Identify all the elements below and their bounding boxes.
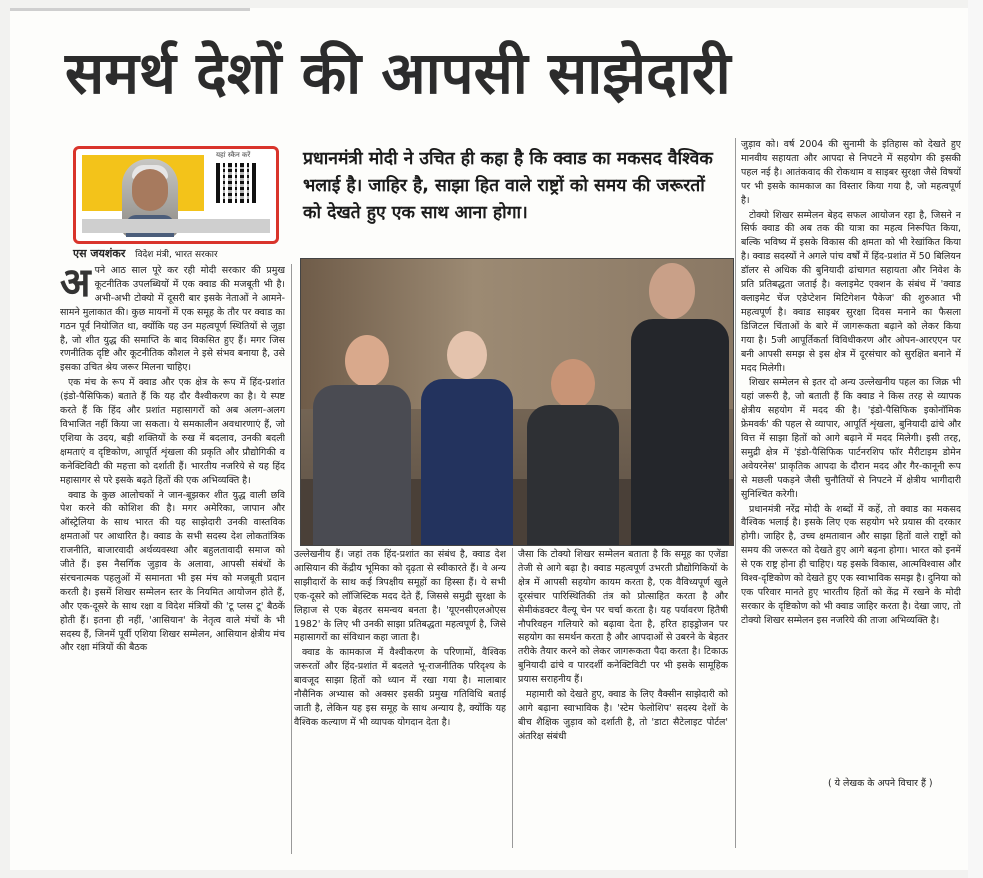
person-center-right: [517, 315, 627, 545]
deck-text: प्रधानमंत्री मोदी ने उचित ही कहा है कि क्वाड का मकसद वैश्विक भलाई है। जाहिर है, साझा हित वाले राष्ट्रों को समय की जरूरतों को देखते हुए एक साथ आना होगा।: [303, 149, 713, 223]
paragraph: जुड़ाव को। वर्ष 2004 की सुनामी के इतिहास को देखते हुए मानवीय सहायता और आपदा से निपटने में सहयोग की इसकी पहल नई है। आतंकवाद की रोकथाम व साइबर सुरक्षा जैसे विषयों पर भी इसके कामकाज का विस्तार किया गया है, जो महत्वपूर्ण है।: [741, 139, 961, 206]
paragraph: टोक्यो शिखर सम्मेलन बेहद सफल आयोजन रहा है, जिसने न सिर्फ क्वाड की अब तक की यात्रा का महत्व निरूपित किया, बल्कि भविष्य में इसके विकास की क्षमता को भी रेखांकित किया है। क्वाड सदस्यों ने अगले पांच वर्षों में हिंद-प्रशांत में 50 बिलियन डॉलर से अधिक की बुनियादी ढांचागत सहायता और निवेश के प्रति प्रतिबद्धता जताई है। क्लाइमेट एक्शन के संबंध में 'क्वाड क्लाइमेट चेंज एडेप्टेशन मिटिगेशन पैकेज' की शुरुआत भी महत्वपूर्ण है। क्वाड साइबर सुरक्षा दिवस मनाने का फैसला डिजिटल चिंताओं के बारे में जागरूकता बढ़ाने को लेकर किया गया है। 5जी आपूर्तिकर्ता विविधीकरण और ओपन-आरएएन पर बनी आपसी समझ से इस क्षेत्र में दूरसंचार को सुरक्षित बनाने में मदद मिलेगी।: [741, 209, 961, 374]
author-photo-frame: [82, 155, 204, 211]
author-name: एस जयशंकर: [73, 247, 126, 260]
paragraph: प्रधानमंत्री नरेंद्र मोदी के शब्दों में कहें, तो क्वाड का मकसद वैश्विक भलाई है। इसके लिए एक सहयोग भरे प्रयास की दरकार होगी। जाहिर है, उच्च क्षमतावान और साझा हितों वाले राष्ट्रों को समय की जरूरत को देखते हुए आगे बढ़ना होगा। भारत को इनमें से एक राष्ट्र होना ही चाहिए। यह इसके विकास, आत्मविश्वास और विश्व-दृष्टिकोण को देखते हुए एक स्वाभाविक समझ है। दुनिया को एक परिवार मानते हुए भारतीय हितों को केंद्र में रखने के मोदी सरकार के दृष्टिकोण को भी क्वाड जाहिर करता है। देखा जाए, तो टोक्यो शिखर सम्मेलन इस नजरिये की ताजा अभिव्यक्ति है।: [741, 503, 961, 626]
dropcap: अ: [60, 264, 91, 306]
column-divider: [735, 138, 736, 848]
summit-photo: [300, 258, 734, 546]
paragraph: क्वाड के कामकाज में वैश्वीकरण के परिणामों, वैश्विक जरूरतों और हिंद-प्रशांत में बदलते भू-राजनीतिक परिदृश्य के बावजूद साझा हितों को ध्यान में रखा गया है। मालाबार नौसैनिक अभ्यास को अक्सर इसकी प्रमुख गतिविधि बताई जाती है, लेकिन यह इस समूह के साथ अन्याय है, क्योंकि यह वैश्विक कल्याण में भी व्यापक योगदान देता है।: [294, 647, 506, 728]
person-center-left: [417, 295, 517, 545]
headline: समर्थ देशों की आपसी साझेदारी: [65, 39, 731, 107]
paragraph: जैसा कि टोक्यो शिखर सम्मेलन बताता है कि समूह का एजेंडा तेजी से आगे बढ़ा है। क्वाड महत्वपूर्ण उभरती प्रौद्योगिकियों के क्षेत्र में आपसी सहयोग कायम करता है, एक वैविध्यपूर्ण खुले दूरसंचार पारिस्थितिकी तंत्र को प्रोत्साहित करता है और सेमीकंडक्टर वैल्यू चेन पर चर्चा करता है। यह पर्यावरण हितैषी नौपरिवहन गलियारे को बढ़ावा देता है, हरित हाइड्रोजन पर सहयोग का समर्थन करता है और आपदाओं से उबरने के बेहतर तरीके तैयार करने को लेकर जागरूकता पैदा करता है। टिकाऊ बुनियादी ढांचे व पारदर्शी कनेक्टिविटी पर भी इसके सामूहिक प्रयास सराहनीय हैं।: [518, 549, 728, 686]
page-edge: [968, 0, 983, 878]
person-left: [307, 305, 417, 545]
qr-label: यहां स्कैन करें: [216, 151, 251, 159]
author-box-bar: [82, 219, 270, 233]
author-box: [73, 146, 279, 244]
paragraph: एक मंच के रूप में क्वाड और एक क्षेत्र के रूप में हिंद-प्रशांत (इंडो-पैसिफिक) बताते हैं कि यह दौर वैश्वीकरण का है। ये स्पष्ट करते हैं कि हिंद और प्रशांत महासागरों को अब अलग-अलग विभाजित नहीं किया जा सकता। ये समकालीन अवधारणाएं हैं, जो एशिया के उदय, बड़ी शक्तियों के रुख में बदलाव, उनकी बदली क्षमताएं व दृष्टिकोण, आपूर्ति शृंखला की प्रकृति और प्रौद्योगिकी व कनेक्टिविटी की महत्ता को दर्शाती हैं। भारतीय नजरिये से यह हिंद महासागर से परे इसके बढ़ते हितों की एक अभिव्यक्ति है।: [60, 377, 285, 486]
paragraph: महामारी को देखते हुए, क्वाड के लिए वैक्सीन साझेदारी को आगे बढ़ाना स्वाभाविक है। 'स्टेम फेलोशिप' सदस्य देशों के बीच शैक्षिक जुड़ाव को दर्शाती है, तो 'डाटा सैटेलाइट पोर्टल' अंतरिक्ष संबंधी: [518, 689, 728, 742]
qr-code-icon[interactable]: [216, 163, 256, 203]
paragraph: क्वाड के कुछ आलोचकों ने जान-बूझकर शीत युद्ध वाली छवि पेश करने की कोशिश की है। मगर अमेरिका, जापान और ऑस्ट्रेलिया के साथ भारत की यह साझेदारी उनकी वास्तविक क्षमताओं पर आधारित है। क्वाड के सभी सदस्य देश लोकतांत्रिक राजनीति, बाजारवादी अर्थव्यवस्था और बहुलतावादी समाज को जीते हैं। इस नैसर्गिक जुड़ाव के अलावा, आपसी संबंधों के संरचनात्मक पहलुओं में समानता भी इस मंच को मजबूती प्रदान करती है। इसमें शिखर सम्मेलन स्तर के नियमित आयोजन होते हैं, और एक-दूसरे के साथ रक्षा व विदेश मंत्रियों की 'टू प्लस टू' बैठकें होती हैं। इतना ही नहीं, 'आसियान' के नेतृत्व वाले मंचों के भी सदस्य हैं, जिनमें पूर्वी एशिया शिखर सम्मेलन, आसियान क्षेत्रीय मंच और रक्षा मंत्रियों की बैठक: [60, 489, 285, 654]
byline: [73, 246, 283, 261]
article-column-2: [294, 548, 506, 848]
column-divider: [291, 264, 292, 854]
article-column-3: [518, 548, 728, 848]
column-divider: [512, 548, 513, 848]
paragraph: पने आठ साल पूरे कर रही मोदी सरकार की प्रमुख कूटनीतिक उपलब्धियों में एक क्वाड की मजबूती भी है। अभी-अभी टोक्यो में दूसरी बार इसके नेताओं ने आमने-सामने मुलाकात की। कुछ मायनों में एक समूह के तौर पर क्वाड का गठन पूर्व नियोजित था, क्योंकि यह उन महत्वपूर्ण स्थितियों से जुड़ा है, जो शीत युद्ध की समाप्ति के बाद विकसित हुए हैं। मगर जिस रणनीतिक दृष्टि और कूटनीतिक कौशल ने इसे संभव बनाया है, उसे इसका उचित श्रेय जरूर मिलना चाहिए।: [60, 265, 285, 374]
newspaper-page: [10, 8, 972, 870]
person-right: [627, 259, 731, 545]
author-role: विदेश मंत्री, भारत सरकार: [135, 250, 218, 260]
top-rule: [10, 8, 250, 11]
article-column-4: [741, 138, 961, 778]
paragraph: उल्लेखनीय हैं। जहां तक हिंद-प्रशांत का संबंध है, क्वाड देश आसियान की केंद्रीय भूमिका को दृढ़ता से स्वीकारते हैं। वे अन्य साझीदारों के साथ कई त्रिपक्षीय समूहों का हिस्सा हैं। ये सभी एक-दूसरे को लॉजिस्टिक मदद देते हैं, जिससे समुद्री सुरक्षा के लिहाज से एक बेहतर समन्वय बनता है। 'यूएनसीएलओएस 1982' के लिए भी उनकी साझा प्रतिबद्धता महत्वपूर्ण है, जिसे महासागरों का संविधान कहा जाता है।: [294, 549, 506, 644]
author-note: ( ये लेखक के अपने विचार हैं ): [828, 778, 933, 789]
article-column-1: [60, 264, 285, 854]
paragraph: शिखर सम्मेलन से इतर दो अन्य उल्लेखनीय पहल का जिक्र भी यहां जरूरी है, जो बताती हैं कि क्वाड ने किस तरह से व्यापक क्षेत्रीय सहयोग में मदद की है। 'इंडो-पैसिफिक इकोनॉमिक फ्रेमवर्क' की पहल से व्यापार, आपूर्ति शृंखला, बुनियादी ढांचे और वित्त में साझा हितों को आगे बढ़ाने में मदद मिलेगी। इसी तरह, समुद्री क्षेत्र में 'इंडो-पैसिफिक पार्टनरशिप फॉर मैरीटाइम डोमेन अवेयरनेस' प्राकृतिक आपदा के दौरान मदद और गैर-कानूनी रूप से मछली पकड़ने जैसी चुनौतियों से निपटने में क्षेत्रीय भागीदारी सुनिश्चित करेगी।: [741, 377, 961, 500]
